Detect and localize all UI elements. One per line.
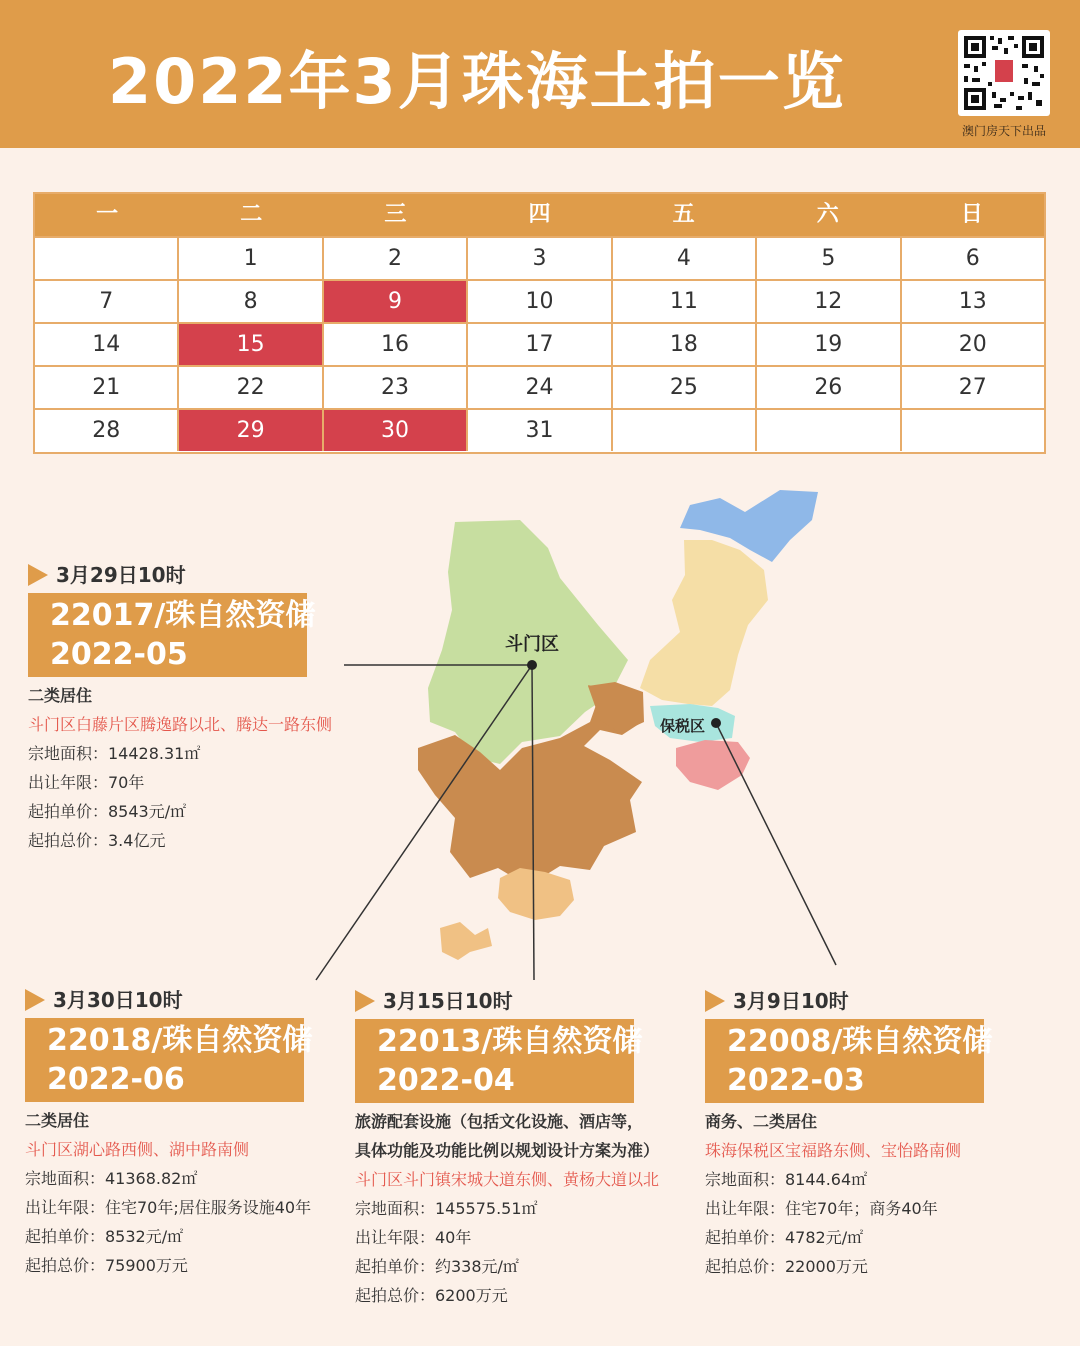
- calendar-day-auction: 29: [179, 408, 323, 451]
- calendar-day: 7: [35, 279, 179, 322]
- calendar-day: 10: [468, 279, 612, 322]
- weekday-mon: 一: [96, 202, 119, 227]
- calendar-day: 2: [324, 236, 468, 279]
- calendar-day: 11: [613, 279, 757, 322]
- calendar-day: 13: [902, 279, 1044, 322]
- lot-total-price: 起拍总价：22000万元: [705, 1257, 868, 1276]
- qr-caption: 澳门房天下出品: [961, 124, 1046, 138]
- weekday-sun: 日: [960, 202, 983, 227]
- calendar-day-auction: 9: [324, 279, 468, 322]
- calendar-week-row: [35, 322, 1044, 365]
- page-title: 2022年3月珠海土拍一览: [108, 45, 846, 118]
- map-pin-doumen: [527, 660, 537, 670]
- calendar-day-empty: [757, 408, 901, 451]
- lot-area: 宗地面积：145575.51㎡: [355, 1199, 538, 1218]
- lot-card-22017: [28, 561, 332, 855]
- lot-card-22018: [25, 986, 311, 1280]
- lot-date: 3月30日10时: [53, 988, 183, 1012]
- lot-card-22008: [705, 987, 993, 1281]
- lot-use: 商务、二类居住: [705, 1112, 818, 1131]
- calendar-week-row: [35, 279, 1044, 322]
- calendar-body: [35, 236, 1044, 451]
- calendar-weekday-header: [35, 194, 1044, 236]
- calendar-day: 4: [613, 236, 757, 279]
- calendar-week-row: [35, 408, 1044, 451]
- calendar-day: 3: [468, 236, 612, 279]
- calendar-day: 24: [468, 365, 612, 408]
- calendar-day: 1: [179, 236, 323, 279]
- calendar-day: 22: [179, 365, 323, 408]
- triangle-marker-icon: [705, 990, 725, 1012]
- lot-card-22013: [355, 987, 659, 1310]
- calendar-day: 19: [757, 322, 901, 365]
- header-banner: [0, 0, 1080, 148]
- lot-term: 出让年限：住宅70年；商务40年: [705, 1199, 938, 1218]
- calendar-day: 5: [757, 236, 901, 279]
- lot-unit-price: 起拍单价：约338元/㎡: [355, 1257, 519, 1276]
- lot-code-line2: 2022-06: [47, 1062, 185, 1097]
- lot-term: 出让年限：住宅70年;居住服务设施40年: [25, 1198, 312, 1217]
- calendar-week-row: [35, 236, 1044, 279]
- calendar-day: 28: [35, 408, 179, 451]
- triangle-marker-icon: [25, 989, 45, 1011]
- map-region-island-1: [498, 868, 574, 920]
- lot-unit-price: 起拍单价：8543元/㎡: [28, 802, 187, 821]
- lot-use: 二类居住: [28, 686, 93, 705]
- calendar-day: 20: [902, 322, 1044, 365]
- lot-code-box: [25, 1018, 313, 1102]
- calendar-day: 26: [757, 365, 901, 408]
- lot-area: 宗地面积：8144.64㎡: [705, 1170, 868, 1189]
- calendar-day-empty: [35, 236, 179, 279]
- lot-term: 出让年限：70年: [28, 773, 145, 792]
- calendar-day: 18: [613, 322, 757, 365]
- march-calendar: [33, 192, 1046, 454]
- calendar-day: 6: [902, 236, 1044, 279]
- lot-use-line2: 具体功能及功能比例以规划设计方案为准）: [355, 1141, 660, 1160]
- lot-code-box: [705, 1019, 993, 1103]
- lot-total-price: 起拍总价：3.4亿元: [28, 831, 166, 850]
- lot-total-price: 起拍总价：6200万元: [355, 1286, 508, 1305]
- calendar-day: 21: [35, 365, 179, 408]
- map-label-baoshui: 保税区: [660, 717, 706, 735]
- lot-total-price: 起拍总价：75900万元: [25, 1256, 188, 1275]
- qr-code[interactable]: [958, 30, 1050, 116]
- lot-unit-price: 起拍单价：4782元/㎡: [705, 1228, 864, 1247]
- map-pin-baoshui: [711, 718, 721, 728]
- lot-term: 出让年限：40年: [355, 1228, 472, 1247]
- lot-code-line2: 2022-04: [377, 1063, 515, 1098]
- calendar-day: 8: [179, 279, 323, 322]
- lot-date: 3月9日10时: [733, 989, 849, 1013]
- lot-area: 宗地面积：14428.31㎡: [28, 744, 201, 763]
- calendar-day: 23: [324, 365, 468, 408]
- calendar-day: 27: [902, 365, 1044, 408]
- calendar-day-empty: [902, 408, 1044, 451]
- calendar-day-auction: 15: [179, 322, 323, 365]
- lot-address: 斗门区斗门镇宋城大道东侧、黄杨大道以北: [355, 1170, 660, 1189]
- calendar-day: 12: [757, 279, 901, 322]
- lot-code-line1: 22008/珠自然资储: [727, 1024, 993, 1059]
- weekday-fri: 五: [672, 202, 695, 227]
- weekday-thu: 四: [528, 202, 551, 227]
- lot-address: 斗门区白藤片区腾逸路以北、腾达一路东侧: [28, 715, 333, 734]
- lot-code-line1: 22017/珠自然资储: [50, 598, 316, 633]
- lot-date: 3月15日10时: [383, 989, 513, 1013]
- lot-unit-price: 起拍单价：8532元/㎡: [25, 1227, 184, 1246]
- lot-date: 3月29日10时: [56, 563, 186, 587]
- calendar-day: 14: [35, 322, 179, 365]
- lot-code-line1: 22018/珠自然资储: [47, 1023, 313, 1058]
- lot-use: 旅游配套设施（包括文化设施、酒店等，: [355, 1112, 644, 1131]
- calendar-day: 31: [468, 408, 612, 451]
- weekday-sat: 六: [816, 202, 839, 227]
- calendar-day-empty: [613, 408, 757, 451]
- lot-code-line1: 22013/珠自然资储: [377, 1024, 643, 1059]
- calendar-week-row: [35, 365, 1044, 408]
- triangle-marker-icon: [28, 564, 48, 586]
- triangle-marker-icon: [355, 990, 375, 1012]
- map-region-xiangzhou: [640, 540, 768, 706]
- weekday-tue: 二: [240, 202, 263, 227]
- lot-area: 宗地面积：41368.82㎡: [25, 1169, 198, 1188]
- map-label-doumen: 斗门区: [505, 634, 559, 655]
- calendar-day: 25: [613, 365, 757, 408]
- map-region-island-2: [440, 922, 492, 960]
- lot-code-box: [355, 1019, 643, 1103]
- lot-code-line2: 2022-03: [727, 1063, 865, 1098]
- lot-code-box: [28, 593, 316, 677]
- weekday-wed: 三: [384, 202, 407, 227]
- lot-address: 珠海保税区宝福路东侧、宝怡路南侧: [705, 1141, 962, 1160]
- calendar-day-auction: 30: [324, 408, 468, 451]
- calendar-day: 16: [324, 322, 468, 365]
- lot-use: 二类居住: [25, 1111, 90, 1130]
- lot-code-line2: 2022-05: [50, 637, 188, 672]
- qr-code-icon: [958, 30, 1050, 116]
- map-region-hengqin: [676, 740, 750, 790]
- calendar-day: 17: [468, 322, 612, 365]
- lot-address: 斗门区湖心路西侧、湖中路南侧: [25, 1140, 250, 1159]
